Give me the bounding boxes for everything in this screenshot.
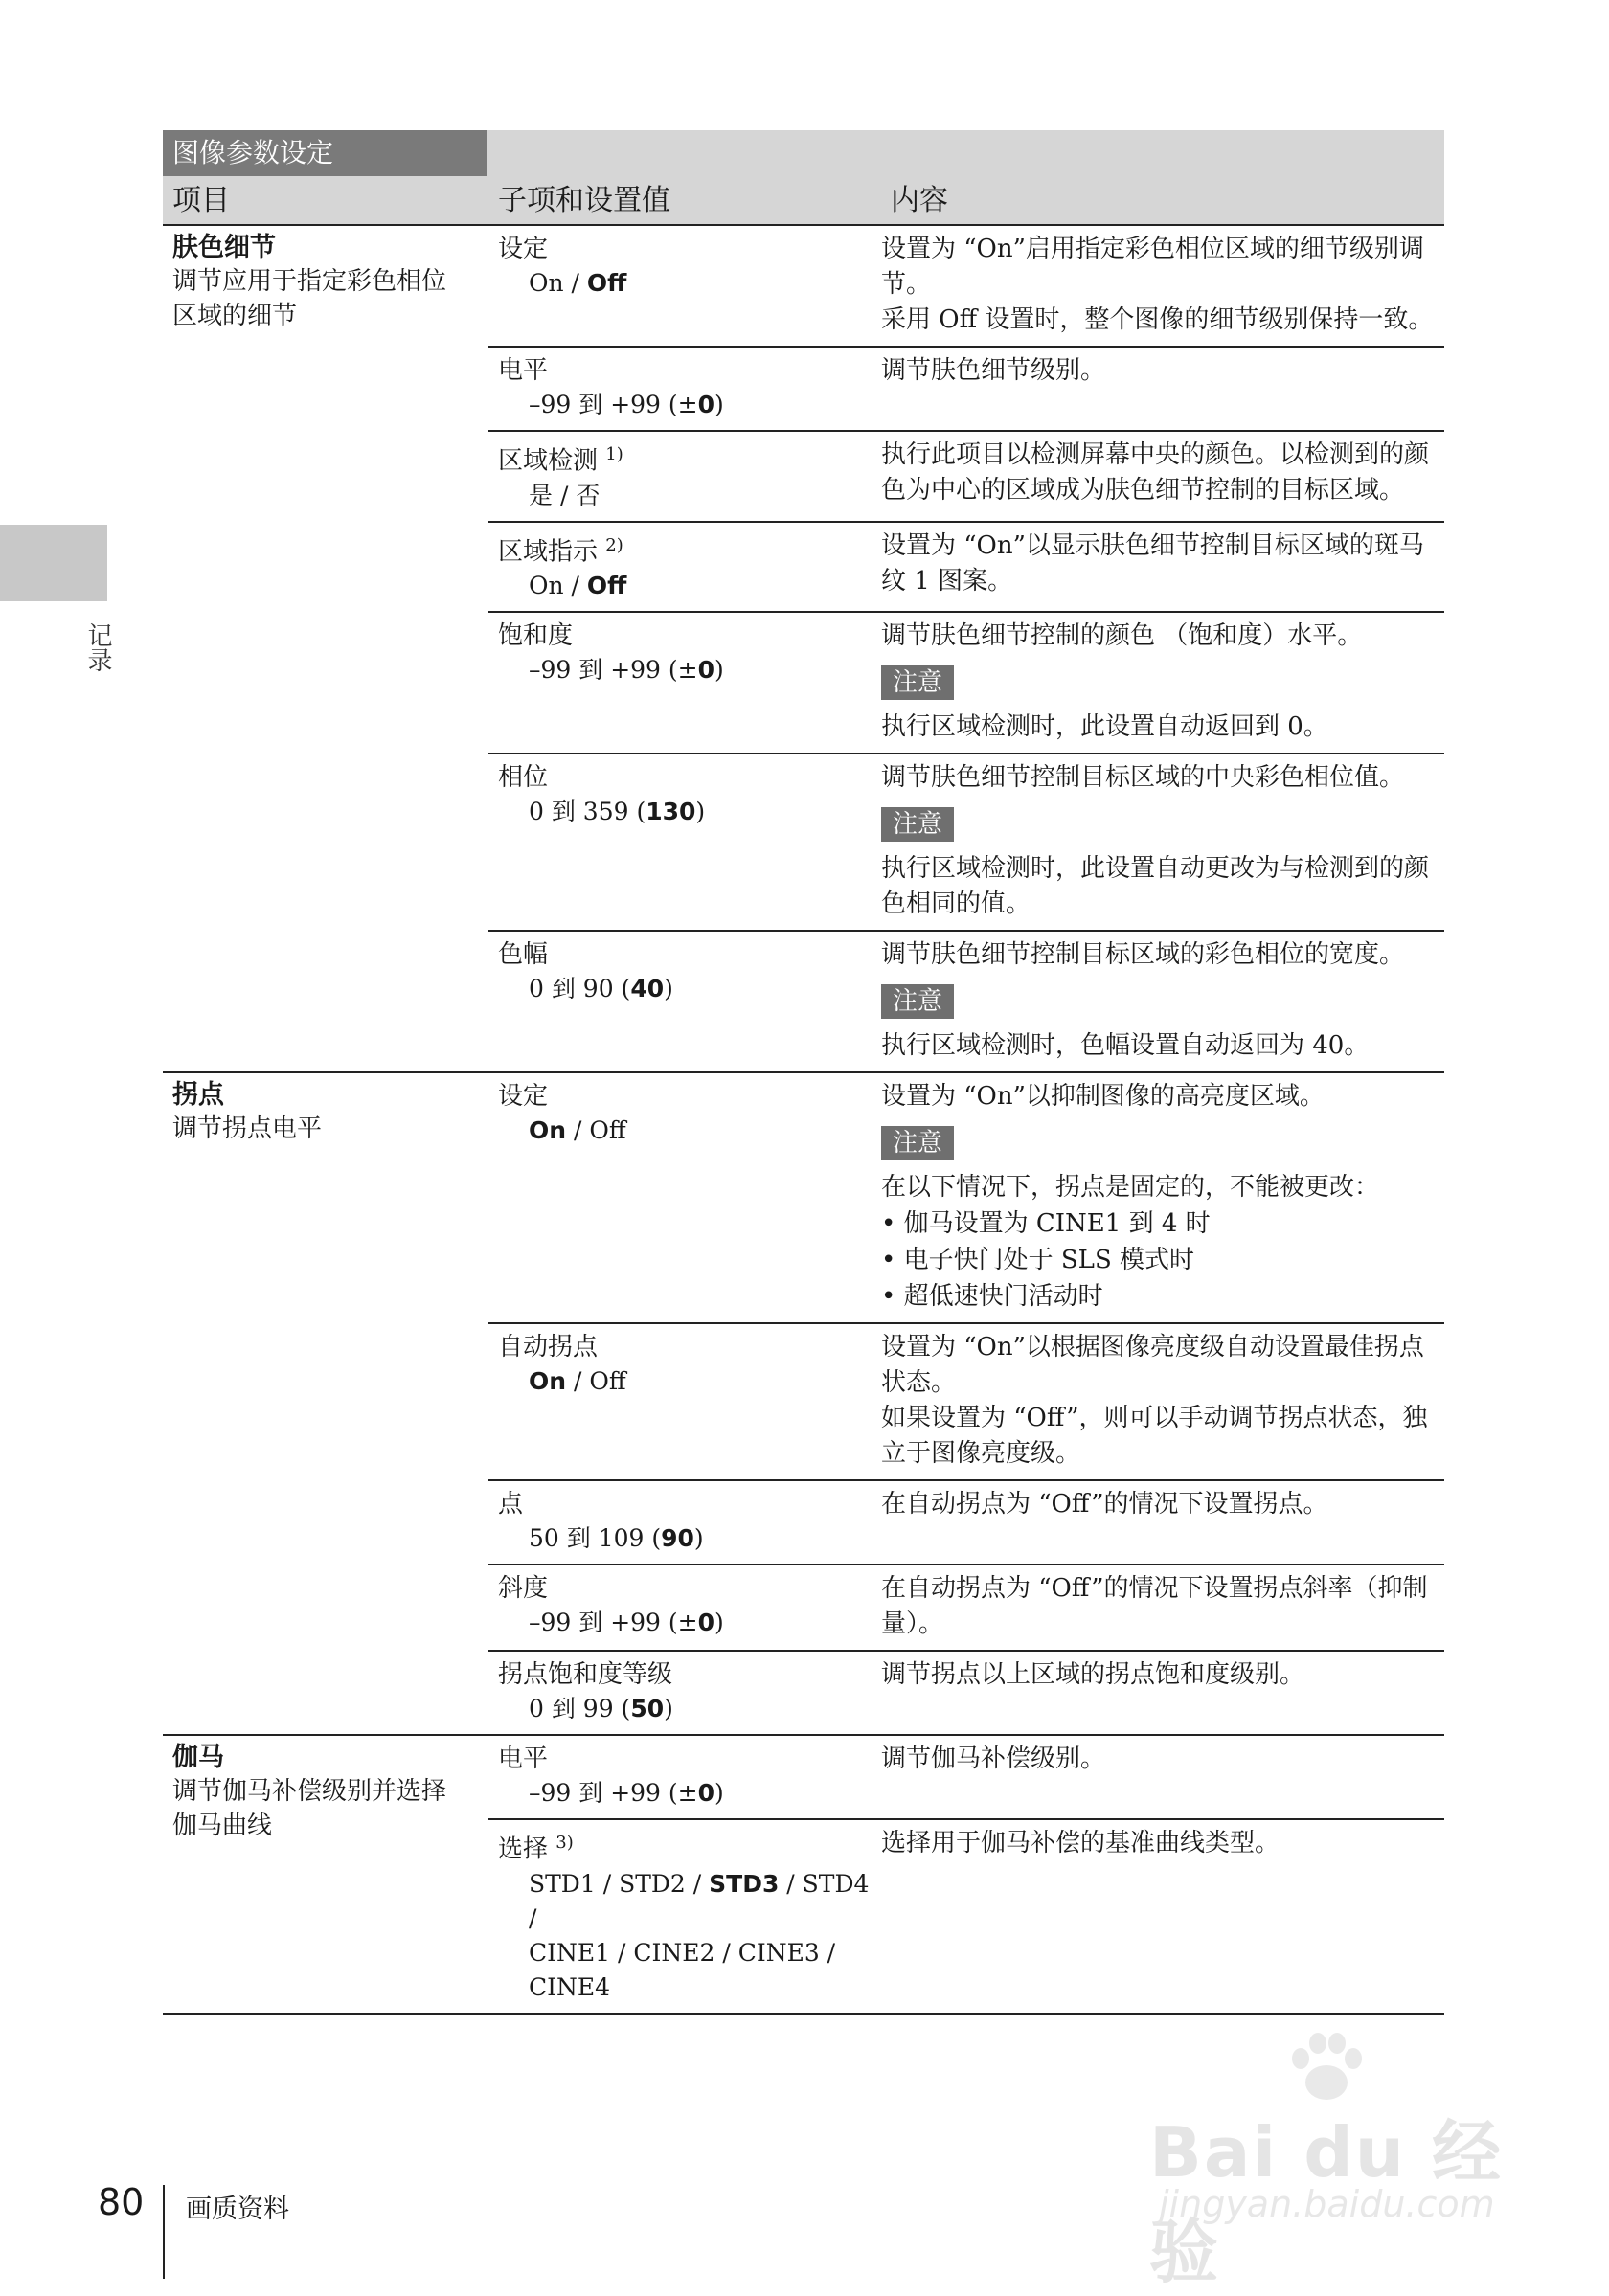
content-text: 调节肤色细节控制目标区域的彩色相位的宽度。 (881, 940, 1405, 970)
bullet-list (881, 1205, 1440, 1315)
sub-name: 设定 (498, 1082, 549, 1112)
note-badge: 注意 (881, 665, 954, 700)
content-text: 调节肤色细节控制的颜色 （饱和度）水平。 (881, 621, 1363, 651)
sub-value: –99 到 +99 (±0) (529, 391, 724, 418)
sub-value: On / Off (529, 572, 627, 600)
side-thumb-tab (0, 525, 107, 601)
content-text: 调节肤色细节级别。 (881, 356, 1106, 385)
table-row (488, 348, 1444, 432)
content-text: 在自动拐点为 “Off”的情况下设置拐点斜率（抑制量）。 (881, 1574, 1428, 1639)
paw-icon (1283, 2030, 1370, 2106)
table-row (488, 523, 1444, 614)
side-tab-label: 记录 (83, 622, 112, 672)
content-text: 设置为 “On”以根据图像亮度级自动设置最佳拐点状态。 (881, 1333, 1424, 1398)
note-text: 执行区域检测时，此设置自动返回到 0。 (881, 712, 1328, 742)
content-text: 调节肤色细节控制目标区域的中央彩色相位值。 (881, 763, 1405, 793)
table-row (488, 613, 1444, 754)
list-item: • 伽马设置为 CINE1 到 4 时 (881, 1205, 1440, 1242)
group-title: 伽马 (172, 1743, 224, 1773)
sub-name: 自动拐点 (498, 1333, 599, 1362)
group-gamma (163, 1736, 1444, 2015)
sub-value: On / Off (529, 1367, 626, 1396)
column-header-sub: 子项和设置值 (498, 184, 670, 217)
note-badge: 注意 (881, 807, 954, 842)
group-desc: 调节应用于指定彩色相位 区域的细节 (172, 267, 447, 330)
table-row (488, 1324, 1444, 1481)
sub-value: 0 到 359 (130) (529, 798, 706, 826)
sub-value: 0 到 99 (50) (529, 1695, 673, 1723)
sub-name: 拐点饱和度等级 (498, 1660, 673, 1690)
sub-name: 设定 (498, 235, 549, 263)
content-text: 调节拐点以上区域的拐点饱和度级别。 (881, 1660, 1305, 1690)
group-title: 肤色细节 (172, 233, 276, 262)
sub-value: –99 到 +99 (±0) (529, 1609, 724, 1637)
sub-value: On / Off (529, 1116, 626, 1145)
sub-value: 50 到 109 (90) (529, 1524, 704, 1553)
content-text: 选择用于伽马补偿的基准曲线类型。 (881, 1829, 1280, 1858)
sub-name: 区域指示 $^{2)}$ (498, 534, 623, 567)
content-text: 设置为 “On”以抑制图像的高亮度区域。 (881, 1082, 1325, 1112)
content-text: 执行此项目以检测屏幕中央的颜色。以检测到的颜色为中心的区域成为肤色细节控制的目标区域。 (881, 440, 1430, 505)
table-row (488, 1652, 1444, 1734)
table-row (488, 226, 1444, 348)
column-header-content: 内容 (891, 184, 948, 217)
table-header (163, 130, 1444, 224)
group-skin-detail (163, 226, 1444, 1073)
table-row (488, 432, 1444, 523)
table-row (488, 1736, 1444, 1820)
sub-name: 电平 (498, 1745, 549, 1774)
note-text: 在以下情况下，拐点是固定的，不能被更改： (881, 1173, 1380, 1203)
sub-name: 电平 (498, 356, 549, 385)
settings-table (163, 130, 1444, 2015)
group-title: 拐点 (172, 1080, 224, 1111)
table-row (488, 1481, 1444, 1565)
note-badge: 注意 (881, 984, 954, 1019)
note-text: 执行区域检测时，此设置自动更改为与检测到的颜色相同的值。 (881, 854, 1430, 919)
sub-name: 区域检测 $^{1)}$ (498, 444, 623, 476)
sub-name: 相位 (498, 763, 549, 793)
section-title: 图像参数设定 (163, 130, 487, 176)
content-text: 设置为 “On”启用指定彩色相位区域的细节级别调节。 (881, 235, 1424, 299)
note-badge: 注意 (881, 1126, 954, 1160)
page-number: 80 (98, 2181, 145, 2223)
sub-value: 0 到 90 (40) (529, 975, 673, 1003)
column-header-item: 项目 (172, 184, 230, 217)
table-row (488, 1565, 1444, 1652)
sub-value: –99 到 +99 (±0) (529, 1779, 724, 1808)
note-text: 执行区域检测时，色幅设置自动返回为 40。 (881, 1031, 1370, 1061)
footer-title: 画质资料 (186, 2195, 289, 2224)
content-text: 采用 Off 设置时，整个图像的细节级别保持一致。 (881, 305, 1434, 334)
sub-name: 色幅 (498, 940, 549, 970)
watermark-url: jingyan.baidu.com (1159, 2183, 1495, 2225)
list-item: • 超低速快门活动时 (881, 1278, 1440, 1315)
sub-name: 斜度 (498, 1574, 549, 1604)
sub-value: –99 到 +99 (±0) (529, 656, 724, 685)
watermark (1140, 2030, 1523, 2292)
group-knee (163, 1073, 1444, 1736)
content-text: 设置为 “On”以显示肤色细节控制目标区域的斑马纹 1 图案。 (881, 530, 1424, 596)
sub-value: STD1 / STD2 / STD3 / STD4 / CINE1 / CINE2 / CINE3 / CINE4 (529, 1869, 870, 2001)
sub-name: 饱和度 (498, 621, 574, 651)
table-row (488, 1820, 1444, 2013)
table-row (488, 932, 1444, 1071)
content-text: 在自动拐点为 “Off”的情况下设置拐点。 (881, 1490, 1328, 1519)
group-desc: 调节拐点电平 (172, 1114, 323, 1144)
group-desc: 调节伽马补偿级别并选择 伽马曲线 (172, 1777, 447, 1841)
content-text: 调节伽马补偿级别。 (881, 1745, 1106, 1774)
list-item: • 电子快门处于 SLS 模式时 (881, 1242, 1440, 1278)
footer-divider (163, 2185, 165, 2279)
watermark-logo: Bai du 经验 (1149, 2112, 1504, 2292)
content-text: 如果设置为 “Off”，则可以手动调节拐点状态，独立于图像亮度级。 (881, 1404, 1428, 1469)
sub-value: On / Off (529, 269, 627, 297)
table-row (488, 754, 1444, 932)
sub-value: 是 / 否 (529, 481, 601, 509)
sub-name: 选择 $^{3)}$ (498, 1833, 574, 1864)
table-row (488, 1073, 1444, 1324)
sub-name: 点 (498, 1490, 524, 1519)
